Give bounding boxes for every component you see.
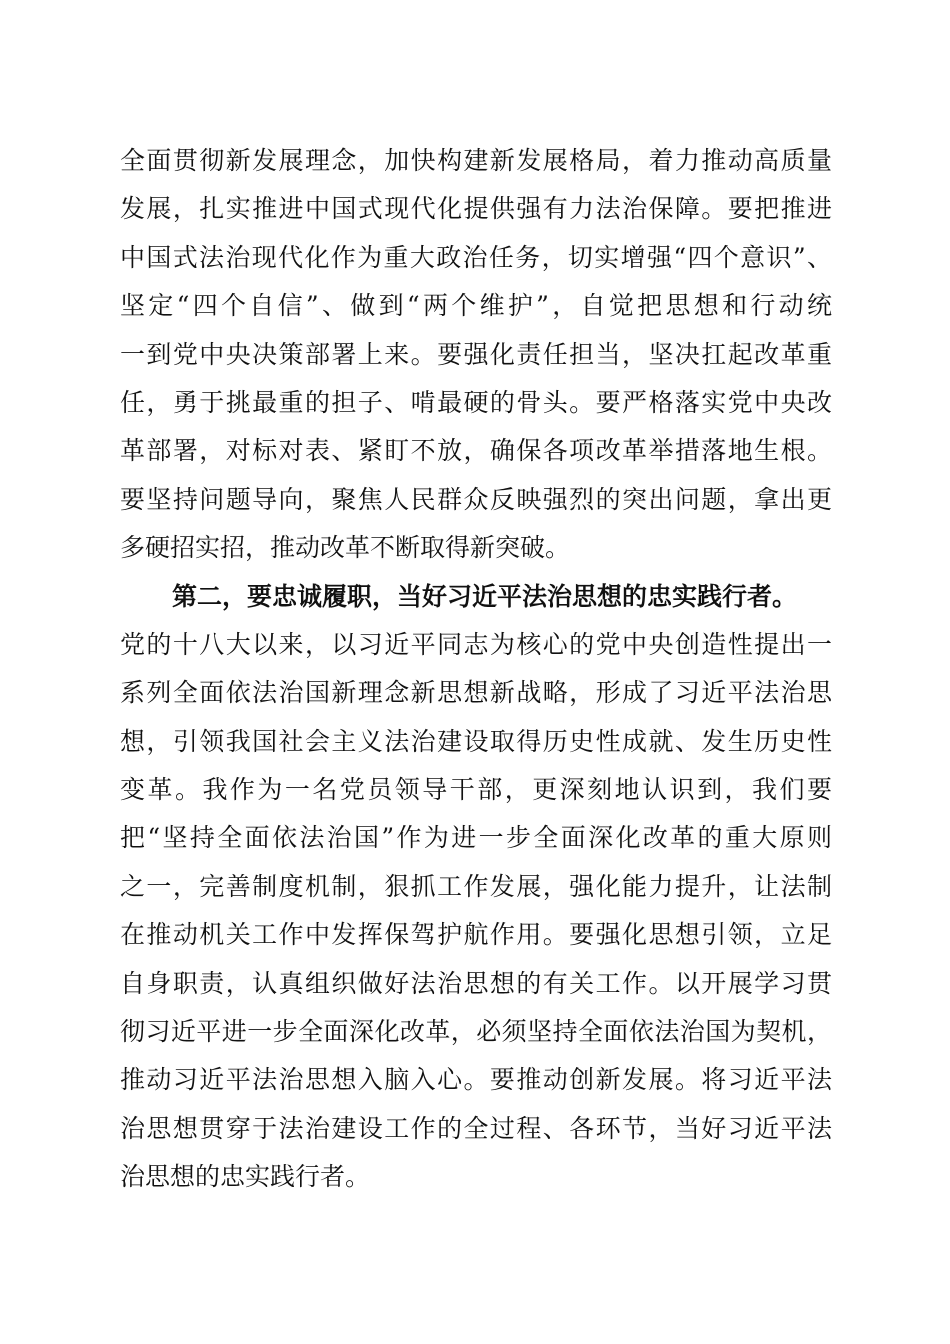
paragraph-1-line-1: 全面贯彻新发展理念，加快构建新发展格局，着力推动高质量	[120, 146, 832, 175]
paragraph-2-line-7: 在推动机关工作中发挥保驾护航作用。要强化思想引领，立足	[120, 920, 832, 950]
paragraph-2-line-12: 治思想的忠实践行者。	[120, 1162, 371, 1192]
paragraph-1-line-4: 坚定“四个自信”、做到“两个维护”，自觉把思想和行动统	[120, 291, 832, 321]
paragraph-1-line-9: 多硬招实招，推动改革不断取得新突破。	[120, 533, 571, 563]
paragraph-2-line-3: 想，引领我国社会主义法治建设取得历史性成就、发生历史性	[120, 726, 832, 756]
paragraph-1-line-7: 革部署，对标对表、紧盯不放，确保各项改革举措落地生根。	[120, 436, 832, 466]
paragraph-1-line-2: 发展，扎实推进中国式现代化提供强有力法治保障。要把推进	[120, 194, 832, 224]
paragraph-2-line-4: 变革。我作为一名党员领导干部，更深刻地认识到，我们要	[120, 775, 832, 805]
paragraph-2-line-2: 系列全面依法治国新理念新思想新战略，形成了习近平法治思	[120, 678, 832, 708]
section-heading: 第二，要忠诚履职，当好习近平法治思想的忠实践行者。	[172, 581, 798, 611]
paragraph-2-line-9: 彻习近平进一步全面深化改革，必须坚持全面依法治国为契机，	[120, 1017, 832, 1047]
paragraph-1-line-6: 任，勇于挑最重的担子、啃最硬的骨头。要严格落实党中央改	[120, 387, 832, 417]
paragraph-2-line-6: 之一，完善制度机制，狠抓工作发展，强化能力提升，让法制	[120, 871, 832, 901]
paragraph-2-line-10: 推动习近平法治思想入脑入心。要推动创新发展。将习近平法	[120, 1065, 832, 1095]
paragraph-2-line-5: 把“坚持全面依法治国”作为进一步全面深化改革的重大原则	[120, 823, 832, 853]
paragraph-2-line-1: 党的十八大以来，以习近平同志为核心的党中央创造性提出一	[120, 629, 832, 659]
document-body	[120, 137, 832, 1202]
paragraph-2-line-8: 自身职责，认真组织做好法治思想的有关工作。以开展学习贯	[120, 968, 832, 998]
paragraph-1-line-8: 要坚持问题导向，聚焦人民群众反映强烈的突出问题，拿出更	[120, 484, 832, 514]
paragraph-2-line-11: 治思想贯穿于法治建设工作的全过程、各环节，当好习近平法	[120, 1113, 832, 1143]
paragraph-1-line-5: 一到党中央决策部署上来。要强化责任担当，坚决扛起改革重	[120, 339, 832, 369]
paragraph-1-line-3: 中国式法治现代化作为重大政治任务，切实增强“四个意识”、	[120, 242, 832, 272]
